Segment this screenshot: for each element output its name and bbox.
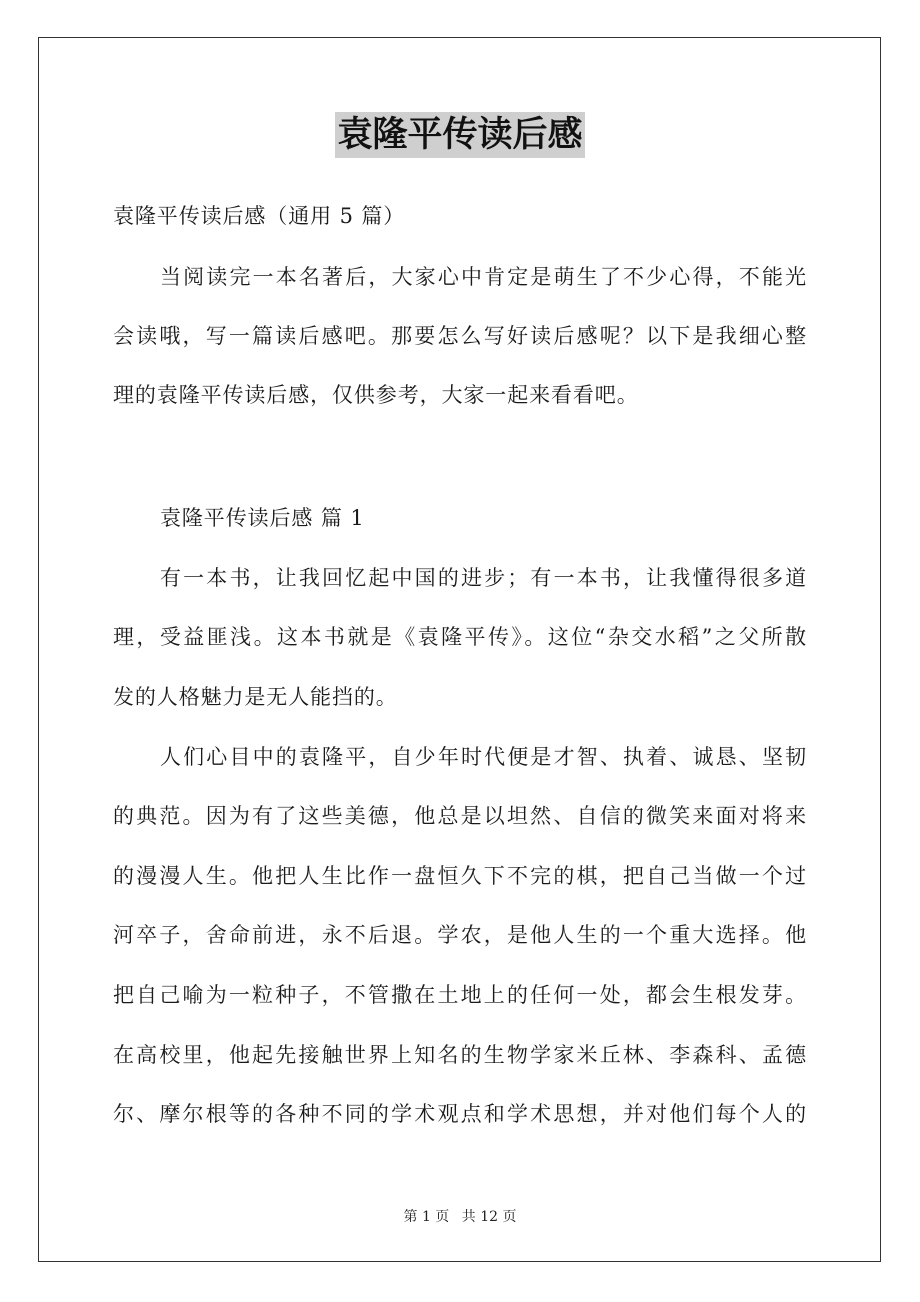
para2-line-1: 人们心目中的袁隆平，自少年时代便是才智、执着、诚恳、坚韧 xyxy=(160,745,807,769)
title-container xyxy=(0,112,920,158)
document-subtitle: 袁隆平传读后感（通用 5 篇） xyxy=(113,204,406,228)
para2-line-5: 把自己喻为一粒种子，不管撒在土地上的任何一处，都会生根发芽。 xyxy=(113,983,807,1007)
intro-line-3: 理的袁隆平传读后感，仅供参考，大家一起来看看吧。 xyxy=(113,383,639,407)
para2-line-7: 尔、摩尔根等的各种不同的学术观点和学术思想，并对他们每个人的 xyxy=(113,1102,807,1126)
intro-line-2: 会读哦，写一篇读后感吧。那要怎么写好读后感呢？以下是我细心整 xyxy=(113,324,807,348)
para1-line-1: 有一本书，让我回忆起中国的进步；有一本书，让我懂得很多道 xyxy=(160,566,807,590)
para2-line-2: 的典范。因为有了这些美德，他总是以坦然、自信的微笑来面对将来 xyxy=(113,804,807,828)
intro-line-1: 当阅读完一本名著后，大家心中肯定是萌生了不少心得，不能光 xyxy=(160,265,807,289)
para2-line-6: 在高校里，他起先接触世界上知名的生物学家米丘林、李森科、孟德 xyxy=(113,1043,807,1067)
document-title: 袁隆平传读后感 xyxy=(335,112,584,158)
section-heading: 袁隆平传读后感 篇 1 xyxy=(160,506,365,530)
page-number: 第 1 页 xyxy=(403,1209,450,1225)
para2-line-3: 的漫漫人生。他把人生比作一盘恒久下不完的棋，把自己当做一个过 xyxy=(113,864,807,888)
page-footer xyxy=(0,1207,920,1227)
para1-line-3: 发的人格魅力是无人能挡的。 xyxy=(113,685,398,709)
para2-line-4: 河卒子，舍命前进，永不后退。学农，是他人生的一个重大选择。他 xyxy=(113,923,807,947)
para1-line-2: 理，受益匪浅。这本书就是《袁隆平传》。这位“杂交水稻”之父所散 xyxy=(113,625,807,649)
page-total: 共 12 页 xyxy=(461,1209,517,1225)
